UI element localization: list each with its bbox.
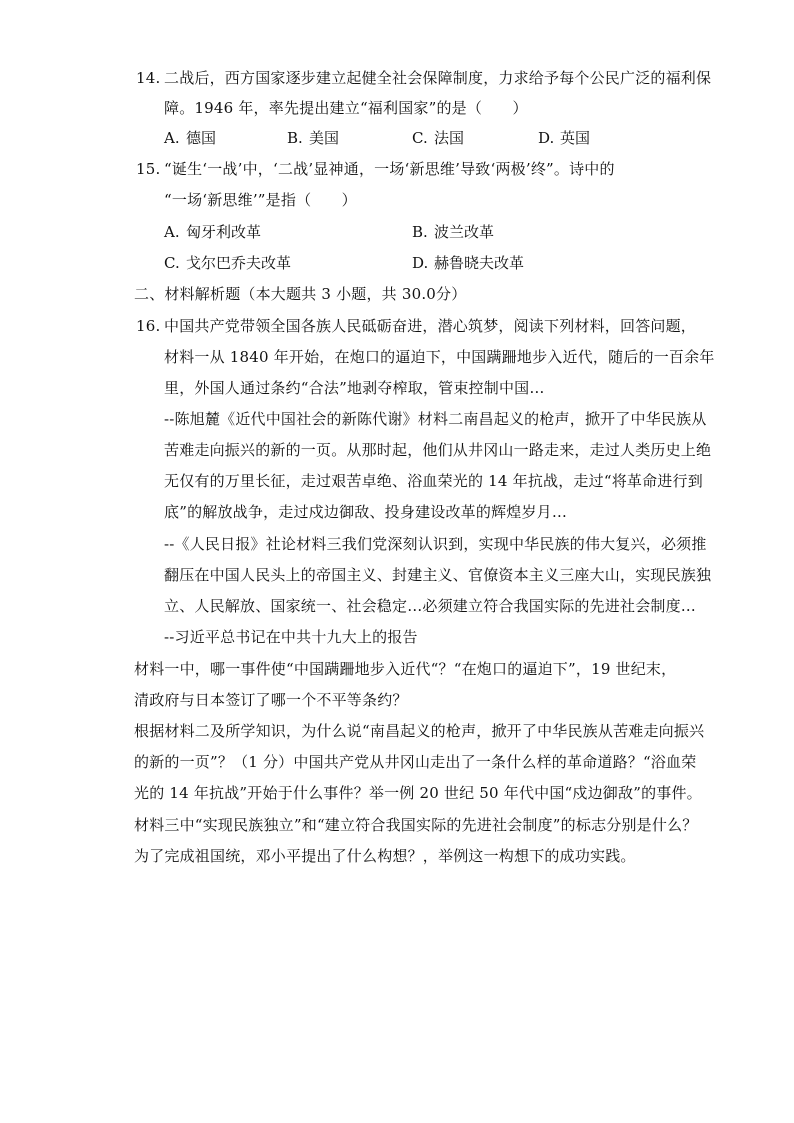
- question-14-line-2: 障。1946 年，率先提出建立“福利国家”的是（ ）: [164, 99, 528, 117]
- option-text: 匈牙利改革: [186, 223, 262, 241]
- question-14-number: 14.: [136, 69, 161, 87]
- material-line: 底”的解放战争，走过戍边御敌、投身建设改革的辉煌岁月…: [164, 503, 568, 521]
- question-15-option-b[interactable]: [412, 222, 494, 242]
- option-label: D.: [412, 254, 429, 272]
- option-label: A.: [164, 223, 180, 241]
- option-text: 英国: [560, 129, 591, 147]
- question-14-option-a[interactable]: [164, 128, 216, 148]
- option-text: 德国: [186, 129, 217, 147]
- material-line: 苦难走向振兴的新的一页。从那时起，他们从井冈山一路走来，走过人类历史上绝: [164, 441, 712, 459]
- question-15-option-c[interactable]: [164, 253, 291, 273]
- option-text: 美国: [309, 129, 340, 147]
- material-line: 立、人民解放、国家统一、社会稳定…必须建立符合我国实际的先进社会制度…: [164, 597, 697, 615]
- question-15-option-a[interactable]: [164, 222, 261, 242]
- sub-question-line: 材料一中，哪一事件使“中国蹒跚地步入近代“？“在炮口的逼迫下”，19 世纪末，: [134, 660, 677, 678]
- option-label: B.: [287, 129, 303, 147]
- material-line: --《人民日报》社论材料三我们党深刻认识到，实现中华民族的伟大复兴，必须推: [164, 535, 707, 553]
- material-line: 材料一从 1840 年开始，在炮口的逼迫下，中国蹒跚地步入近代，随后的一百余年: [164, 348, 715, 366]
- material-line: --陈旭麓《近代中国社会的新陈代谢》材料二南昌起义的枪声，掀开了中华民族从: [164, 410, 707, 428]
- question-16-intro: 中国共产党带领全国各族人民砥砺奋进，潜心筑梦，阅读下列材料，回答问题，: [164, 317, 697, 335]
- option-text: 波兰改革: [434, 223, 495, 241]
- option-text: 赫鲁晓夫改革: [434, 254, 525, 272]
- sub-question-line: 清政府与日本签订了哪一个不平等条约？: [134, 691, 408, 709]
- material-line: 里，外国人通过条约“合法”地剥夺榨取，管束控制中国…: [164, 379, 545, 397]
- question-14-option-d[interactable]: [538, 128, 590, 148]
- question-15-number: 15.: [136, 160, 161, 178]
- option-label: B.: [412, 223, 428, 241]
- question-16-number: 16.: [136, 317, 161, 335]
- option-text: 法国: [434, 129, 465, 147]
- question-15-text-1: “诞生‘一战’中，‘二战’显神通，一场‘新思维’导致‘两极’终”。诗中的: [164, 160, 615, 178]
- question-14-option-c[interactable]: [412, 128, 464, 148]
- question-14-option-b[interactable]: [287, 128, 339, 148]
- option-label: A.: [164, 129, 180, 147]
- question-15-line-2: “一场‘新思维’”是指（ ）: [164, 191, 357, 209]
- option-label: C.: [164, 254, 180, 272]
- material-line: 翻压在中国人民头上的帝国主义、封建主义、官僚资本主义三座大山，实现民族独: [164, 566, 712, 584]
- question-14-line-1: [136, 68, 711, 88]
- sub-question-line: 的新的一页”？（1 分）中国共产党从井冈山走出了一条什么样的革命道路？“浴血荣: [134, 753, 697, 771]
- sub-question-line: 材料三中“实现民族独立”和“建立符合我国实际的先进社会制度”的标志分别是什么？: [134, 816, 698, 834]
- question-15-line-1: [136, 159, 615, 179]
- option-label: C.: [412, 129, 428, 147]
- question-14-text-1: 二战后，西方国家逐步建立起健全社会保障制度，力求给予每个公民广泛的福利保: [164, 69, 712, 87]
- material-line: 无仅有的万里长征，走过艰苦卓绝、浴血荣光的 14 年抗战，走过“将革命进行到: [164, 472, 703, 490]
- option-text: 戈尔巴乔夫改革: [186, 254, 292, 272]
- question-15-option-d[interactable]: [412, 253, 524, 273]
- material-source: --习近平总书记在中共十九大上的报告: [164, 628, 418, 646]
- section-2-heading: 二、材料解析题（本大题共 3 小题，共 30.0分）: [134, 285, 467, 303]
- sub-question-line: 根据材料二及所学知识，为什么说“南昌起义的枪声，掀开了中华民族从苦难走向振兴: [134, 722, 705, 740]
- sub-question-line: 为了完成祖国统，邓小平提出了什么构想？，举例这一构想下的成功实践。: [134, 847, 636, 865]
- sub-question-line: 光的 14 年抗战”开始于什么事件？举一例 20 世纪 50 年代中国“戍边御敌”的事件。: [134, 784, 702, 802]
- option-label: D.: [538, 129, 555, 147]
- question-16-line-1: [136, 316, 696, 336]
